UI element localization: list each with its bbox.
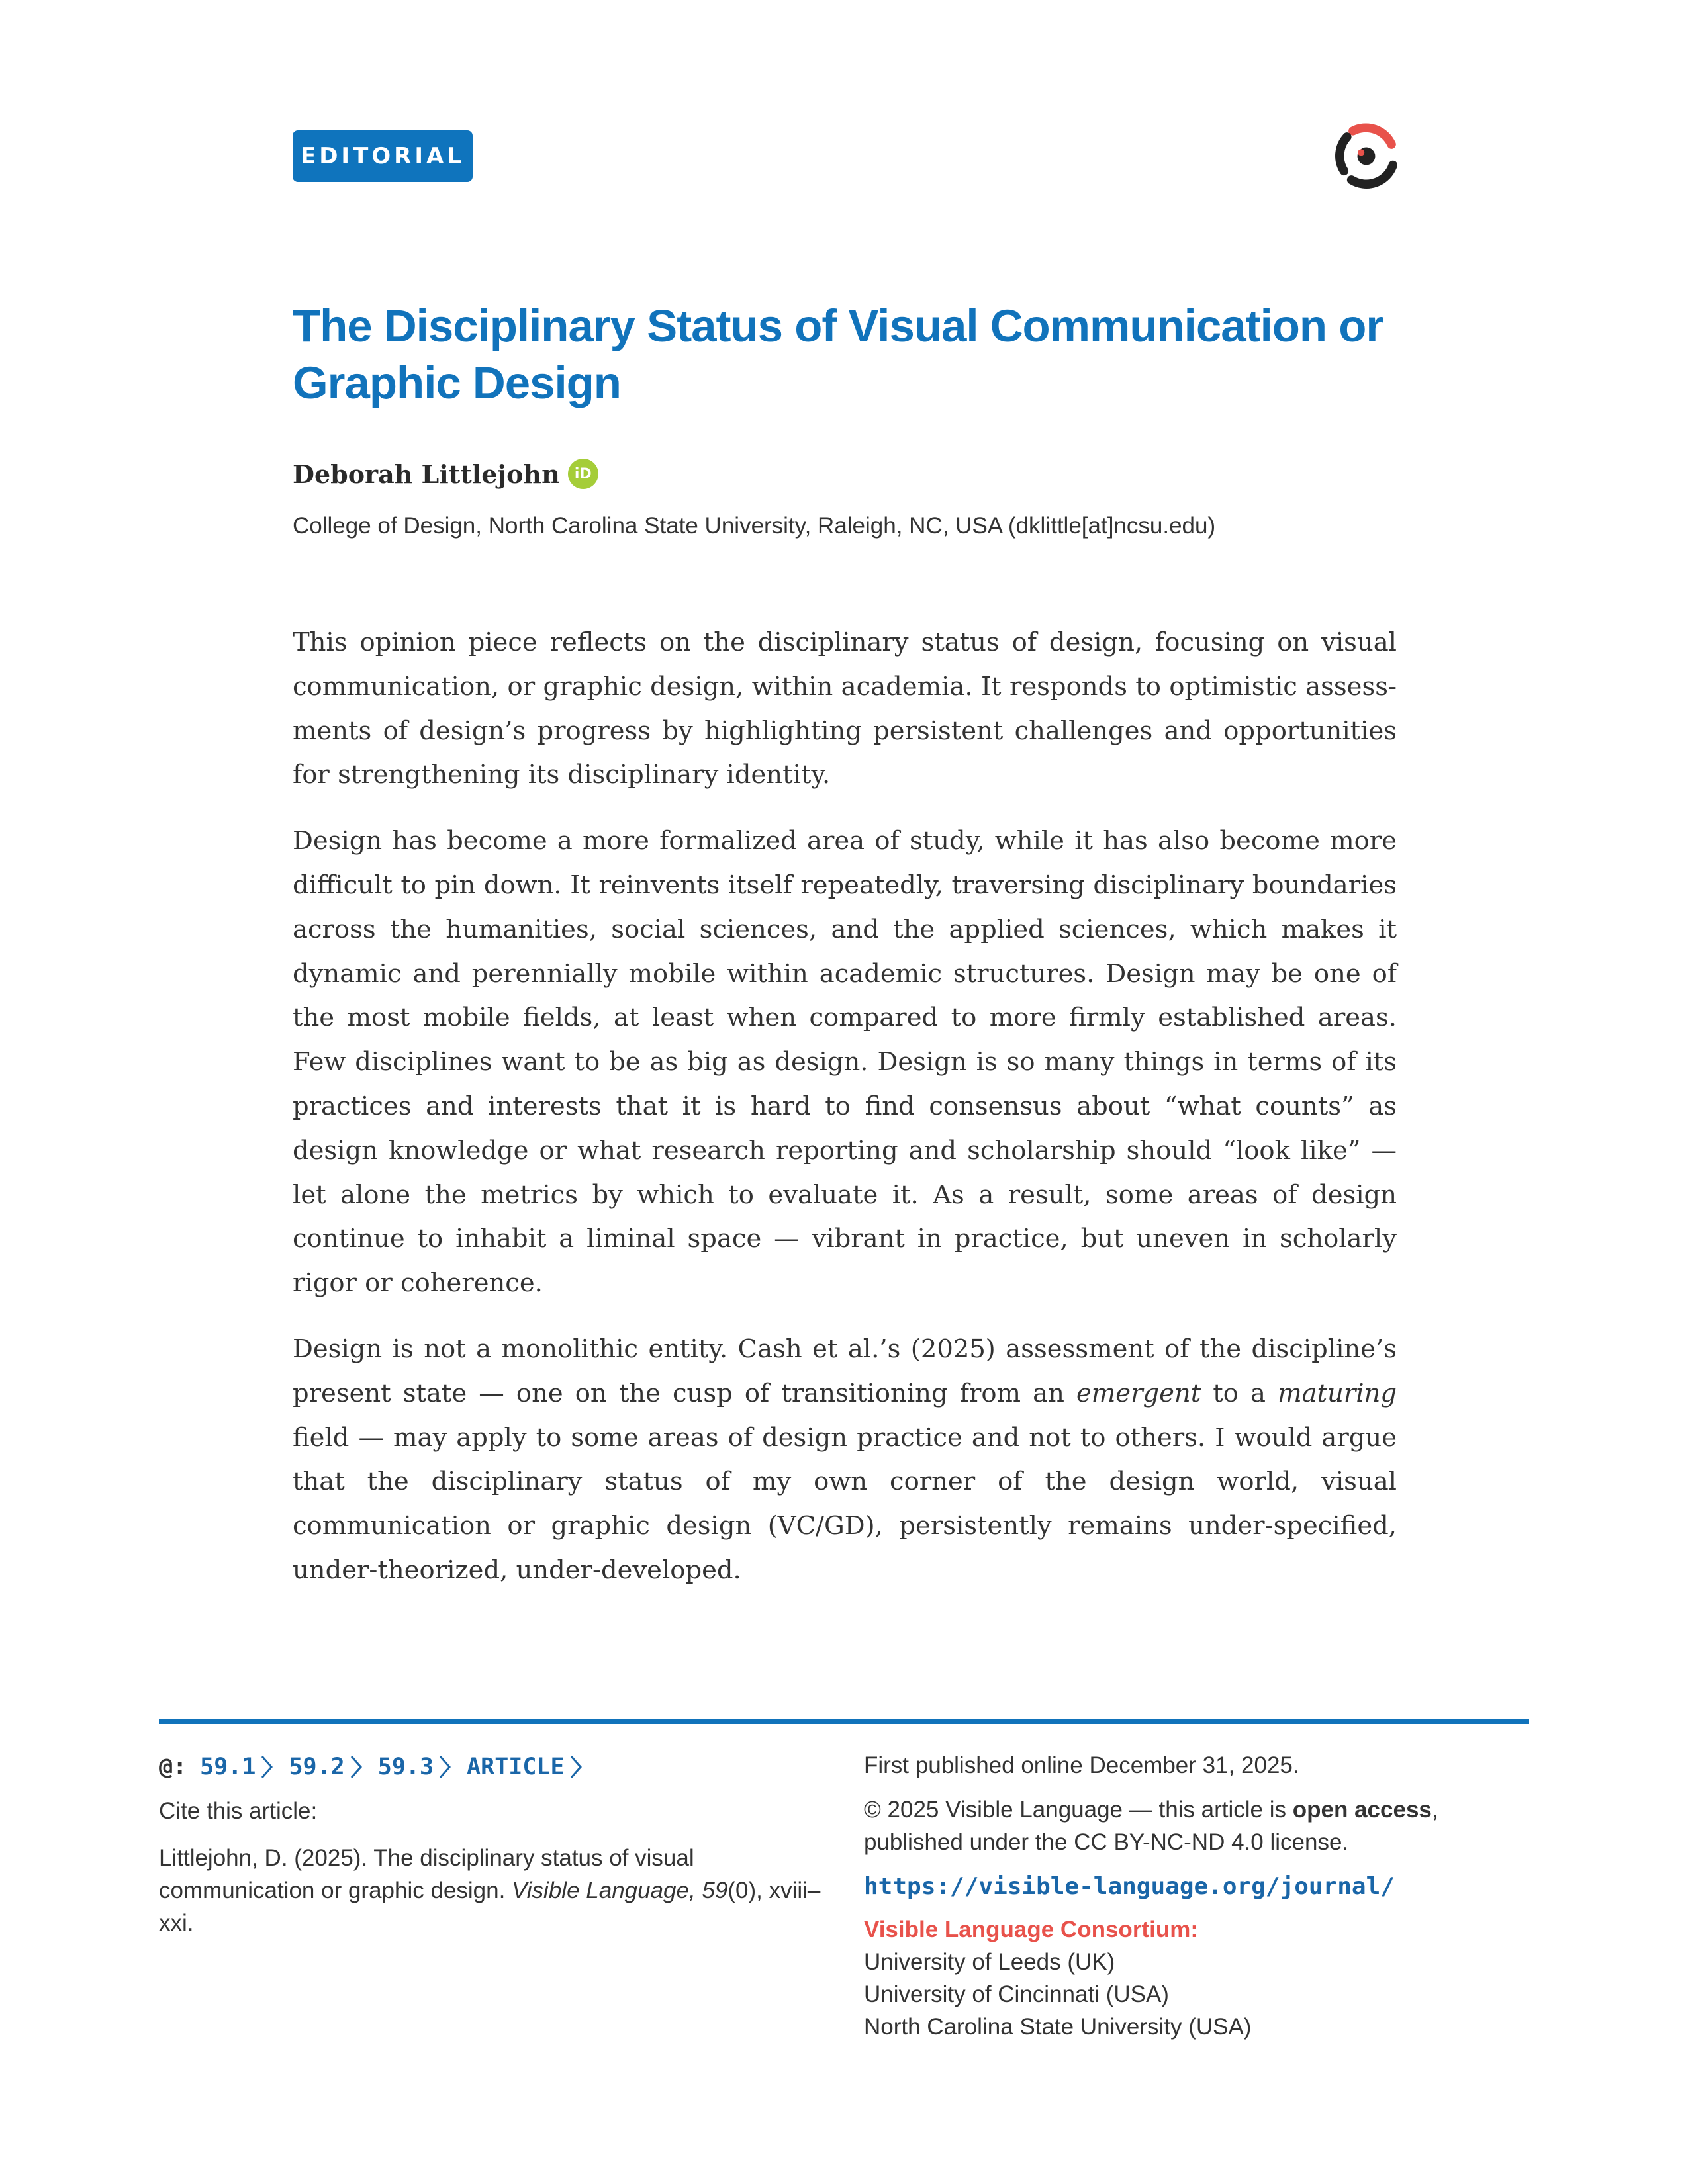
nav-link-59-2[interactable]: 59.2 [289,1754,363,1780]
paragraph-3-text-b: to a [1201,1378,1278,1408]
nav-link-article[interactable]: ARTICLE [467,1754,583,1780]
chevron-right-icon [259,1754,274,1780]
cite-heading: Cite this article: [159,1798,318,1824]
citation: Littlejohn, D. (2025). The disciplinary status of visual communication or graphic design. Visible Language, 59(0), xviii–xxi. [159,1845,821,1936]
visible-language-logo-icon [1329,119,1403,193]
orcid-icon[interactable]: iD [568,459,598,489]
author-affiliation: College of Design, North Carolina State University, Raleigh, NC, USA (dklittle[at]ncsu.edu) [293,513,1216,539]
consortium-member: North Carolina State University (USA) [864,2014,1252,2040]
author-name: Deborah Littlejohn [293,459,560,489]
paragraph-3-text-c: field — may apply to some areas of design practice and not to others. I would argue that the disciplinary status of my own corner of the design world, visual communication or graphic design (VC/GD), persistently remains under-specified, under-theorized, under-developed. [293,1422,1397,1585]
emphasis-emergent: emergent [1076,1378,1201,1408]
nav-link-59-1[interactable]: 59.1 [200,1754,274,1780]
publication-date: First published online December 31, 2025. [864,1752,1299,1778]
editorial-badge: EDITORIAL [293,130,473,182]
paragraph-3-text-a: Design is not a monolithic entity. Cash et al.’s (2025) assessment of the discipline’s present state — one on the cusp of transitioning from an [293,1334,1397,1408]
nav-link-59-3[interactable]: 59.3 [378,1754,452,1780]
chevron-right-icon [349,1754,363,1780]
open-access-label: open access [1292,1797,1432,1823]
journal-url-link[interactable]: https://visible-language.org/journal/ [864,1873,1395,1900]
paragraph-2: Design has become a more formalized area of study, while it has also become more difficult to pin down. It reinvents itself repeatedly, traversing disciplinary boundaries across the humanities, social sciences, and the applied sciences, which makes it dynamic and perennially mobile within academic structures. Design may be one of the most mobile fields, at least when compared to more firmly established areas. Few disciplines want to be as big as design. Design is so many things in terms of its practices and interests that it is hard to find consensus about “what counts” as design knowledge or what research reporting and scholarship should “look like” — let alone the metrics by which to evaluate it. As a result, some areas of design continue to inhabit a liminal space — vibrant in practice, but uneven in scholarly rigor or coherence. [293,826,1397,1298]
citation-journal: Visible Language, 59 [512,1878,728,1903]
footer-divider [159,1719,1529,1724]
chevron-right-icon [569,1754,583,1780]
consortium-member: University of Cincinnati (USA) [864,1981,1169,2007]
emphasis-maturing: maturing [1278,1378,1397,1408]
consortium-member: University of Leeds (UK) [864,1949,1115,1975]
license-statement: © 2025 Visible Language — this article is open access, published under the CC BY-NC-ND 4.0 license. [864,1797,1438,1855]
article-body [293,621,1397,1615]
nav-prefix: @: [159,1754,187,1780]
consortium-heading: Visible Language Consortium: [864,1917,1198,1942]
paragraph-1: This opinion piece reflects on the disciplinary status of design, focusing on visual communication, or graphic design, within academia. It responds to optimistic assessments of design’s progress by highlighting persistent challenges and opportunities for strengthening its disciplinary identity. [293,627,1397,790]
chevron-right-icon [438,1754,452,1780]
article-title: The Disciplinary Status of Visual Communication or Graphic Design [293,300,1383,408]
author-row [293,457,598,491]
issue-navigation [159,1751,598,1783]
paragraph-3 [293,1328,1397,1593]
publication-info [864,1749,1526,2043]
